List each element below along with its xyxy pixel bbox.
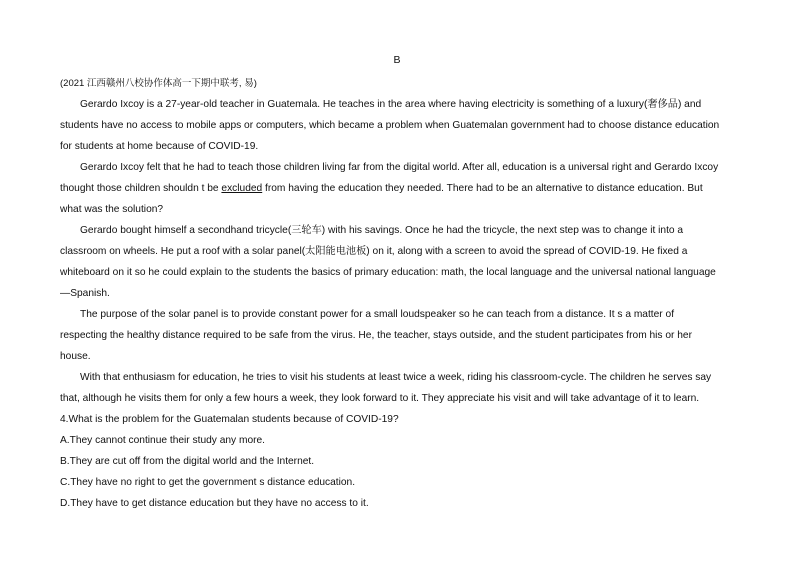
paragraph-3: Gerardo bought himself a secondhand tricycle(三轮车) with his savings. Once he had the tricycle, the next step was to change it into a classroom on wheels. He put a roof with a solar panel(太阳能电池板) on it, along with a screen to avoid the spread of COVID-19. He fixed a whiteboard on it so he could explain to the students the basics of primary education: math, the local language and the universal national language—Spanish. xyxy=(60,225,716,299)
option-c: C.They have no right to get the government s distance education. xyxy=(60,477,356,488)
underlined-word: excluded xyxy=(221,183,263,194)
paragraph-2 xyxy=(60,157,720,220)
option-b: B.They are cut off from the digital world and the Internet. xyxy=(60,456,315,467)
source-note: (2021 江西赣州八校协作体高一下期中联考, 易) xyxy=(60,78,257,89)
question-stem: 4.What is the problem for the Guatemalan students because of COVID-19? xyxy=(60,414,399,425)
paragraph-4: The purpose of the solar panel is to provide constant power for a small loudspeaker so he can teach from a distance. It s a matter of respecting the healthy distance required to be safe from the virus. He, the teacher, stays outside, and the student participates from his or her house. xyxy=(60,309,692,362)
section-letter: B xyxy=(393,54,401,66)
paragraph-5: With that enthusiasm for education, he tries to visit his students at least twice a week, riding his classroom-cycle. The children he serves say that, although he visits them for only a few hours a week, they look forward to it. They appreciate his visit and will take advantage of it to learn. xyxy=(60,372,712,404)
option-d: D.They have to get distance education but they have no access to it. xyxy=(60,498,369,509)
passage-content xyxy=(60,73,720,514)
paragraph-2-part-1: Gerardo Ixcoy felt that he had to teach those children living far from the digital world. After all, education is a universal right and Gerardo Ixcoy thought those children shouldn t be xyxy=(60,162,719,194)
paragraph-1: Gerardo Ixcoy is a 27-year-old teacher in Guatemala. He teaches in the area where having electricity is something of a luxury(奢侈品) and students have no access to mobile apps or computers, which became a problem when Guatemalan government had to choose distance education for students at home because of COVID-19. xyxy=(60,99,720,152)
paragraph-2-part-2: from having the education they needed. There had to be an alternative to distance education. But what was the solution? xyxy=(60,183,703,215)
option-a: A.They cannot continue their study any more. xyxy=(60,435,265,446)
